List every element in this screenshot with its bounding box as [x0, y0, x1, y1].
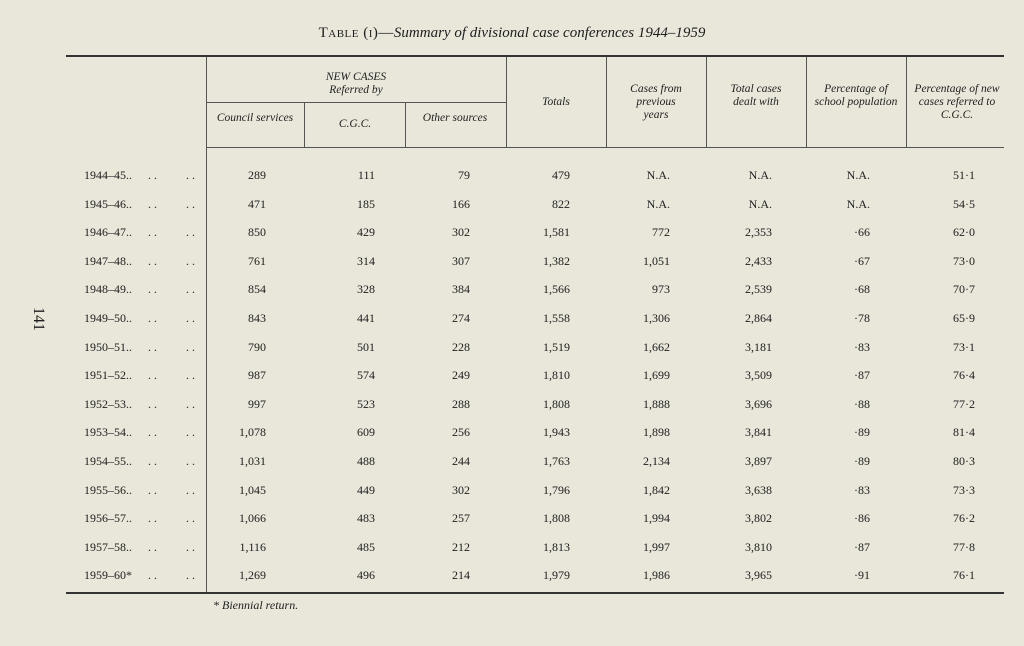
cell-year: 1955–56.. [84, 483, 132, 497]
cell-pct-cgc: 73·0 [953, 254, 975, 268]
cell-pct-cgc: 62·0 [953, 225, 975, 239]
cell-pct-school: ·86 [854, 511, 870, 525]
cell-other: 307 [452, 254, 470, 268]
cell-previous: 1,898 [643, 425, 670, 439]
cell-previous: 1,888 [643, 397, 670, 411]
leader-dots: . . [186, 254, 195, 268]
cell-total-dealt: 3,638 [745, 483, 772, 497]
cell-year: 1953–54.. [84, 425, 132, 439]
leader-dots: . . [148, 168, 157, 182]
leader-dots: . . [186, 311, 195, 325]
cell-cgc: 314 [357, 254, 375, 268]
cell-previous: 772 [652, 225, 670, 239]
footnote: * Biennial return. [213, 598, 299, 612]
cell-council: 1,066 [239, 511, 266, 525]
cell-council: 761 [248, 254, 266, 268]
cell-previous: 2,134 [643, 454, 670, 468]
cell-other: 288 [452, 397, 470, 411]
cell-total-dealt: 3,810 [745, 540, 772, 554]
leader-dots: . . [186, 568, 195, 582]
cell-year: 1947–48.. [84, 254, 132, 268]
col-divider [304, 103, 305, 148]
cell-pct-cgc: 81·4 [953, 425, 975, 439]
cell-other: 384 [452, 282, 470, 296]
header-pct-school-population: Percentage of school population [814, 83, 898, 108]
cell-pct-cgc: 76·2 [953, 511, 975, 525]
cell-totals: 1,581 [543, 225, 570, 239]
leader-dots: . . [186, 511, 195, 525]
cell-pct-cgc: 73·3 [953, 483, 975, 497]
cell-other: 228 [452, 340, 470, 354]
cell-pct-school: ·91 [854, 568, 870, 582]
cell-other: 274 [452, 311, 470, 325]
cell-total-dealt: N.A. [748, 168, 772, 182]
header-total-cases-dealt: Total cases dealt with [730, 83, 782, 108]
cell-year: 1954–55.. [84, 454, 132, 468]
cell-pct-school: ·83 [854, 483, 870, 497]
cell-other: 79 [458, 168, 470, 182]
cell-total-dealt: 3,181 [745, 340, 772, 354]
cell-other: 244 [452, 454, 470, 468]
cell-year: 1944–45.. [84, 168, 132, 182]
cell-year: 1957–58.. [84, 540, 132, 554]
cell-cgc: 485 [357, 540, 375, 554]
cell-pct-cgc: 77·2 [953, 397, 975, 411]
cell-year: 1948–49.. [84, 282, 132, 296]
cell-year: 1956–57.. [84, 511, 132, 525]
table-title-prefix: Table (i)— [318, 25, 394, 41]
bottom-rule [66, 592, 1004, 594]
leader-dots: . . [186, 368, 195, 382]
col-divider [906, 57, 907, 148]
cell-totals: 822 [552, 197, 570, 211]
cell-pct-school: ·68 [854, 282, 870, 296]
cell-previous: 1,306 [643, 311, 670, 325]
leader-dots: . . [148, 311, 157, 325]
leader-dots: . . [186, 540, 195, 554]
cell-totals: 1,796 [543, 483, 570, 497]
cell-council: 790 [248, 340, 266, 354]
cell-previous: 1,994 [643, 511, 670, 525]
leader-dots: . . [186, 340, 195, 354]
cell-total-dealt: 3,509 [745, 368, 772, 382]
header-underline [206, 147, 1004, 148]
cell-total-dealt: 3,897 [745, 454, 772, 468]
cell-council: 1,269 [239, 568, 266, 582]
cell-other: 166 [452, 197, 470, 211]
cell-totals: 1,813 [543, 540, 570, 554]
cell-year: 1949–50.. [84, 311, 132, 325]
leader-dots: . . [148, 568, 157, 582]
leader-dots: . . [148, 254, 157, 268]
leader-dots: . . [186, 397, 195, 411]
cell-council: 471 [248, 197, 266, 211]
cell-totals: 1,808 [543, 397, 570, 411]
cell-pct-school: N.A. [846, 197, 870, 211]
header-pct-referred-cgc: Percentage of new cases referred to C.G.C. [914, 83, 1000, 121]
cell-cgc: 501 [357, 340, 375, 354]
cell-totals: 1,558 [543, 311, 570, 325]
leader-dots: . . [148, 540, 157, 554]
cell-pct-school: ·88 [854, 397, 870, 411]
cell-pct-cgc: 76·1 [953, 568, 975, 582]
cell-pct-school: ·67 [854, 254, 870, 268]
leader-dots: . . [148, 225, 157, 239]
leader-dots: . . [186, 197, 195, 211]
cell-cgc: 429 [357, 225, 375, 239]
header-council-services: Council services [216, 112, 294, 124]
cell-previous: 1,662 [643, 340, 670, 354]
cell-previous: 1,699 [643, 368, 670, 382]
header-new-cases-title: NEW CASES [325, 71, 387, 83]
cell-cgc: 523 [357, 397, 375, 411]
cell-year: 1950–51.. [84, 340, 132, 354]
col-divider [706, 57, 707, 148]
header-cgc: C.G.C. [338, 118, 372, 130]
cell-pct-cgc: 76·4 [953, 368, 975, 382]
cell-pct-school: ·89 [854, 425, 870, 439]
leader-dots: . . [148, 197, 157, 211]
cell-cgc: 574 [357, 368, 375, 382]
cell-other: 249 [452, 368, 470, 382]
cell-previous: 1,997 [643, 540, 670, 554]
leader-dots: . . [186, 225, 195, 239]
cell-council: 850 [248, 225, 266, 239]
header-new-cases [206, 71, 506, 97]
cell-pct-school: ·87 [854, 540, 870, 554]
cell-totals: 1,808 [543, 511, 570, 525]
cell-pct-cgc: 54·5 [953, 197, 975, 211]
cell-previous: 1,986 [643, 568, 670, 582]
cell-council: 1,031 [239, 454, 266, 468]
cell-cgc: 441 [357, 311, 375, 325]
leader-dots: . . [186, 454, 195, 468]
cell-total-dealt: 2,433 [745, 254, 772, 268]
leader-dots: . . [148, 483, 157, 497]
header-cases-previous-years: Cases from previous years [630, 83, 682, 121]
cell-council: 987 [248, 368, 266, 382]
col-divider [405, 103, 406, 148]
cell-pct-school: ·87 [854, 368, 870, 382]
cell-cgc: 483 [357, 511, 375, 525]
cell-previous: 973 [652, 282, 670, 296]
cell-pct-school: ·83 [854, 340, 870, 354]
header-totals: Totals [542, 96, 570, 108]
header-referred-by: Referred by [329, 84, 383, 96]
cell-total-dealt: 3,802 [745, 511, 772, 525]
cell-total-dealt: 2,864 [745, 311, 772, 325]
cell-total-dealt: 3,841 [745, 425, 772, 439]
cell-pct-school: ·66 [854, 225, 870, 239]
page-number: 141 [30, 307, 47, 331]
leader-dots: . . [148, 511, 157, 525]
leader-dots: . . [186, 282, 195, 296]
leader-dots: . . [148, 425, 157, 439]
cell-cgc: 488 [357, 454, 375, 468]
cell-cgc: 328 [357, 282, 375, 296]
cell-pct-cgc: 70·7 [953, 282, 975, 296]
cell-year: 1951–52.. [84, 368, 132, 382]
cell-totals: 1,566 [543, 282, 570, 296]
cell-cgc: 111 [357, 168, 375, 182]
cell-pct-school: ·78 [854, 311, 870, 325]
cell-pct-cgc: 77·8 [953, 540, 975, 554]
cell-other: 256 [452, 425, 470, 439]
cell-total-dealt: 3,696 [745, 397, 772, 411]
cell-pct-cgc: 51·1 [953, 168, 975, 182]
cell-totals: 1,979 [543, 568, 570, 582]
cell-pct-cgc: 65·9 [953, 311, 975, 325]
cell-other: 212 [452, 540, 470, 554]
cell-previous: 1,051 [643, 254, 670, 268]
cell-council: 1,078 [239, 425, 266, 439]
cell-total-dealt: 2,353 [745, 225, 772, 239]
cell-total-dealt: 2,539 [745, 282, 772, 296]
leader-dots: . . [148, 454, 157, 468]
cell-council: 854 [248, 282, 266, 296]
leader-dots: . . [186, 483, 195, 497]
cell-council: 843 [248, 311, 266, 325]
cell-pct-school: ·89 [854, 454, 870, 468]
cell-other: 257 [452, 511, 470, 525]
cell-totals: 479 [552, 168, 570, 182]
cell-cgc: 496 [357, 568, 375, 582]
cell-year: 1959–60* [84, 568, 132, 582]
cell-council: 1,045 [239, 483, 266, 497]
cell-cgc: 185 [357, 197, 375, 211]
leader-dots: . . [186, 425, 195, 439]
cell-other: 302 [452, 483, 470, 497]
cell-council: 1,116 [239, 540, 266, 554]
cell-totals: 1,810 [543, 368, 570, 382]
cell-other: 214 [452, 568, 470, 582]
cell-pct-school: N.A. [846, 168, 870, 182]
cell-totals: 1,763 [543, 454, 570, 468]
cell-year: 1952–53.. [84, 397, 132, 411]
cell-council: 289 [248, 168, 266, 182]
header-other-sources: Other sources [422, 112, 488, 124]
col-divider [606, 57, 607, 148]
table-title-text: Summary of divisional case conferences 1944–1959 [393, 25, 706, 41]
cell-totals: 1,382 [543, 254, 570, 268]
table-title [0, 25, 1024, 42]
leader-dots: . . [148, 368, 157, 382]
cell-year: 1945–46.. [84, 197, 132, 211]
cell-pct-cgc: 73·1 [953, 340, 975, 354]
leader-dots: . . [148, 397, 157, 411]
cell-other: 302 [452, 225, 470, 239]
cell-total-dealt: N.A. [748, 197, 772, 211]
group-underline [206, 102, 506, 103]
cell-pct-cgc: 80·3 [953, 454, 975, 468]
cell-previous: N.A. [646, 197, 670, 211]
leader-dots: . . [186, 168, 195, 182]
col-divider [806, 57, 807, 148]
cell-previous: N.A. [646, 168, 670, 182]
cell-total-dealt: 3,965 [745, 568, 772, 582]
cell-cgc: 609 [357, 425, 375, 439]
cell-totals: 1,943 [543, 425, 570, 439]
leader-dots: . . [148, 282, 157, 296]
cell-council: 997 [248, 397, 266, 411]
cell-year: 1946–47.. [84, 225, 132, 239]
cell-previous: 1,842 [643, 483, 670, 497]
leader-dots: . . [148, 340, 157, 354]
cell-cgc: 449 [357, 483, 375, 497]
cell-totals: 1,519 [543, 340, 570, 354]
